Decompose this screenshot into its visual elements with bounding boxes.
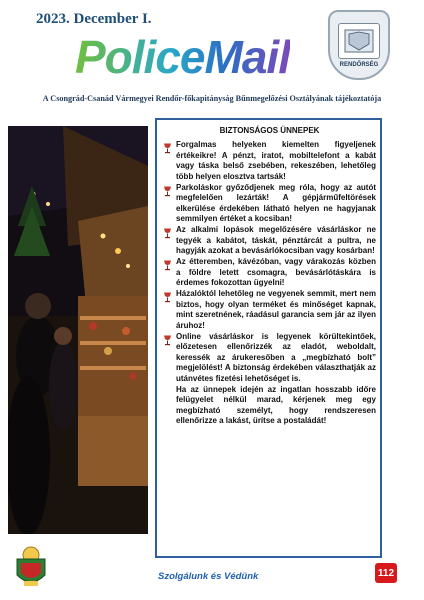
wine-glass-icon	[163, 335, 172, 346]
article-title: BIZTONSÁGOS ÜNNEPEK	[219, 126, 320, 135]
paragraph-text: Online vásárláskor is legyenek körültekintőek, előzetesen ellenőrizzék az eladót, weboldalt, keressék az árukeresőben a „megbízható bolt” megjelölést! A biztonság érdekében választhatják az utánvétes fizetési lehetőséget is.	[176, 331, 376, 383]
newsletter-subtitle: A Csongrád-Csanád Vármegyei Rendőr-főkapitányság Bűnmegelőzési Osztályának tájékoztatója	[42, 94, 382, 103]
paragraph-home	[163, 385, 376, 427]
paragraph-text: Forgalmas helyeken kiemelten figyeljenek értékeikre! A pénzt, iratot, mobiltelefont a kabát vagy táska belső zsebében, rekeszében, lehetőleg több helyen elosztva tartsák!	[176, 140, 376, 181]
issue-date: 2023. December I.	[36, 11, 152, 27]
police-badge-logo	[328, 10, 390, 80]
christmas-market-photo	[8, 126, 148, 534]
paragraph-text: Házalóktól lehetőleg ne vegyenek semmit, mert nem biztos, hogy olyan terméket és minőséget kapnak, mint szeretnének, ráadásul garancia sem jár az ilyen áruhoz!	[176, 289, 376, 330]
paragraph-restaurant	[163, 257, 376, 289]
wine-glass-icon	[163, 260, 172, 271]
paragraph-valuables	[163, 140, 376, 182]
article-box	[155, 118, 382, 558]
wine-glass-icon	[163, 292, 172, 303]
paragraph-text: Az étteremben, kávézóban, vagy várakozás közben a földre letett csomagra, bevásárlótáskára is érdemes fokozottan ügyelni!	[176, 257, 376, 287]
paragraph-text: Ha az ünnepek idején az ingatlan hosszabb időre felügyelet nélkül marad, kérjenek meg egy megbízható személyt, hogy rendszeresen ellenőrizze a lakást, ürítse a postaládát!	[176, 384, 376, 425]
wine-glass-icon	[163, 143, 172, 154]
paragraph-shopping	[163, 225, 376, 257]
wine-glass-icon	[163, 186, 172, 197]
badge-label: RENDŐRSÉG	[339, 61, 379, 68]
paragraph-peddlers	[163, 289, 376, 331]
emergency-number-badge: 112	[375, 563, 397, 583]
police-coat-of-arms-icon	[12, 543, 50, 589]
badge-emblem-icon	[338, 23, 380, 59]
wine-glass-icon	[163, 228, 172, 239]
paragraph-parking	[163, 183, 376, 225]
paragraph-online	[163, 332, 376, 385]
paragraph-text: Az alkalmi lopások megelőzésére vásárláskor ne tegyék a kabátot, táskát, pénztárcát a pultra, ne hagyják azokat a bevásárlókocsiban vagy kosárban!	[176, 225, 376, 255]
paragraph-text: Parkoláskor győződjenek meg róla, hogy az autót megfelelően lezárták! A gépjárműfeltörések elkerülése érdekében látható helyen ne hagyjanak semmilyen értéket a kocsiban!	[176, 182, 376, 223]
slogan: Szolgálunk és Védünk	[158, 571, 259, 582]
christmas-market-illustration	[8, 126, 148, 534]
masthead-title: PoliceMail	[75, 31, 290, 83]
